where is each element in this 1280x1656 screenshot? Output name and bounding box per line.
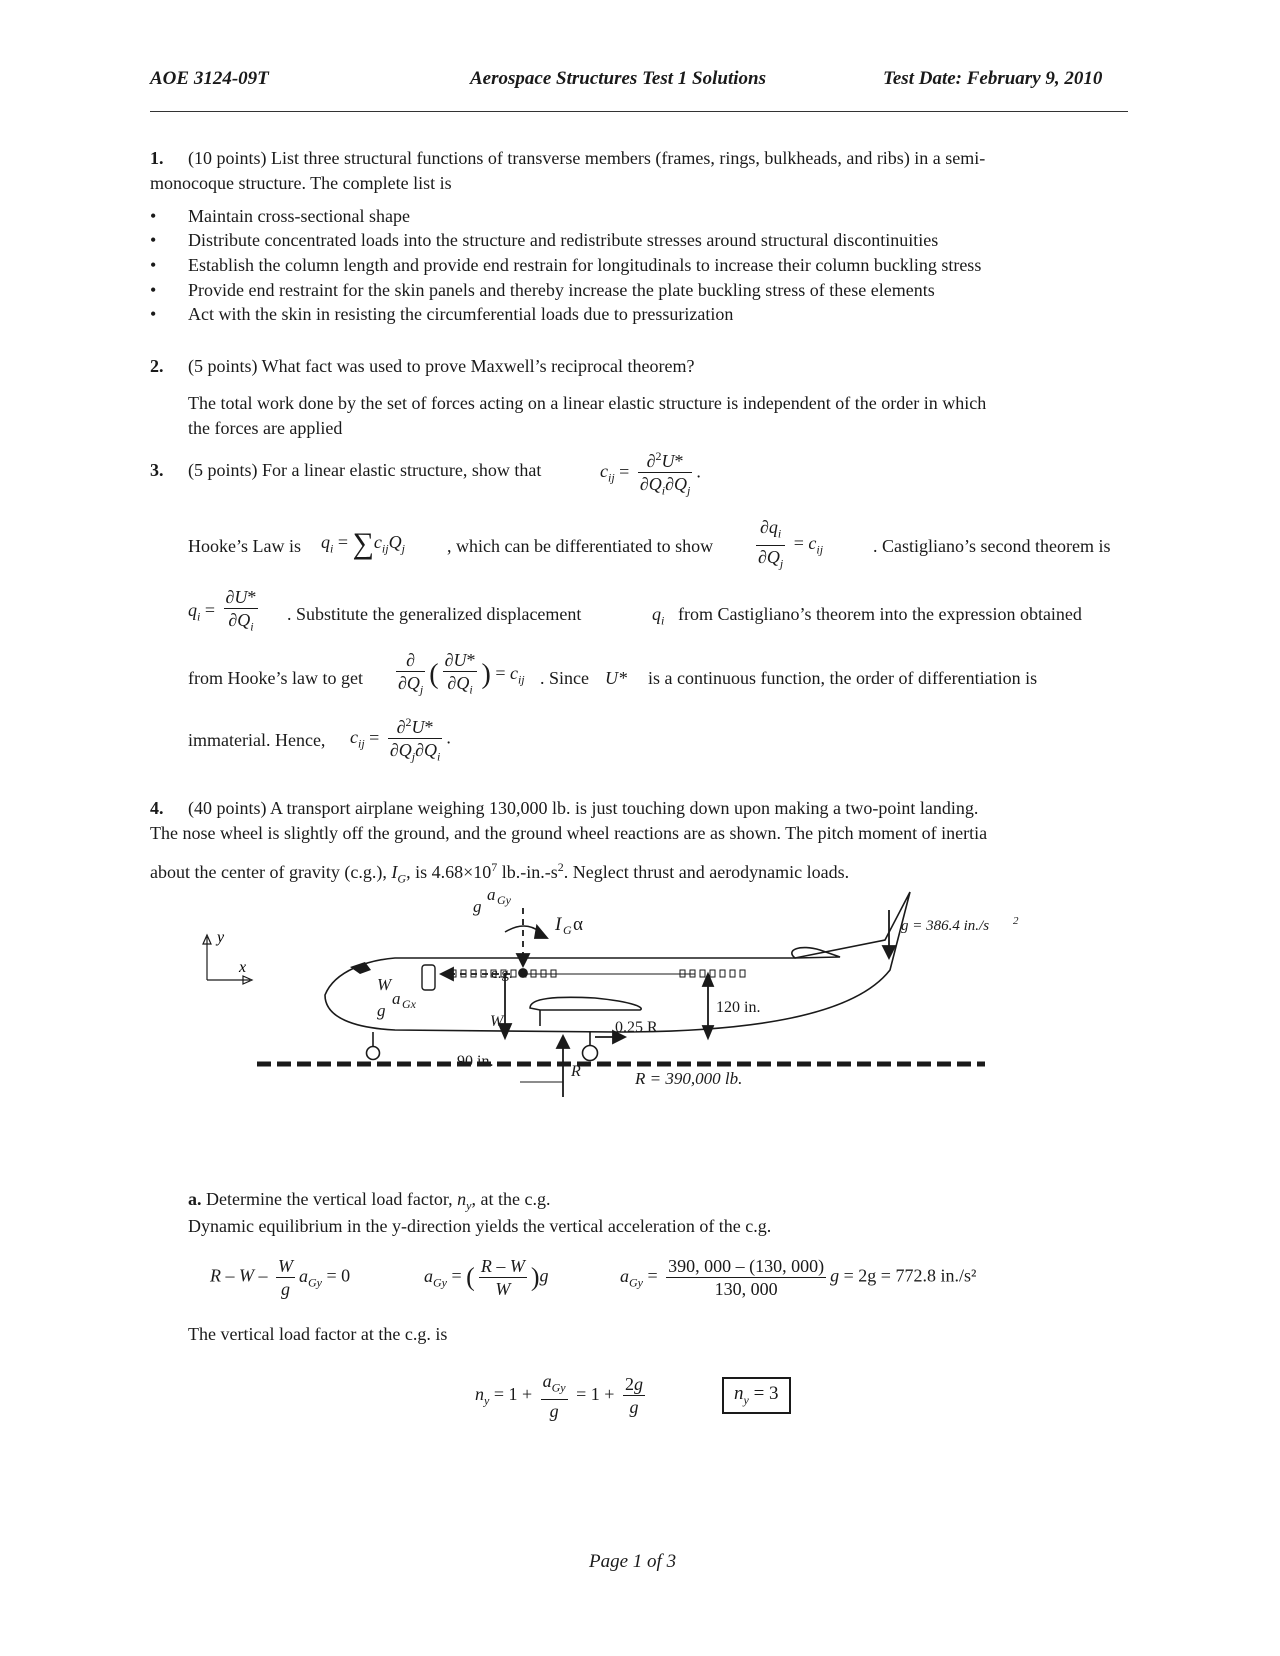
reaction-arrow-head [557, 1036, 569, 1048]
acceleration-eq: $a_{Gy}$ = ( $\frac{R - W}{W}$ )g [424, 1256, 549, 1299]
vertical-load-factor-text: The vertical load factor at the c.g. is [188, 1324, 448, 1344]
reaction-value-label: R = 390,000 lb. [635, 1069, 743, 1088]
q4-line3-a: about the center of gravity (c.g.), [150, 862, 387, 882]
header-title: Aerospace Structures Test 1 Solutions [470, 68, 766, 89]
q1-bullet-5: Act with the skin in resisting the circumferential loads due to pressurization [188, 304, 734, 324]
q4-line3-b: is [415, 862, 428, 882]
load-factor-eq: $n_y = 1$ + $\frac{a_{Gy}}{g}$ = 1 + $\frac{2g}{g}$ [475, 1371, 643, 1421]
q3-castigliano-eq: $q_i$ = $\frac{\partial U*}{\partial Q_i}$ [188, 587, 257, 634]
equilibrium-eq: R – W – $\frac{W}{g}$ $a_{Gy} = 0$ [210, 1256, 351, 1299]
q3-ustar-symbol: U* [605, 668, 627, 688]
q2-answer-line2: the forces are applied [188, 418, 343, 438]
height-label: 120 in. [716, 999, 761, 1016]
q3-target-eq: $c_{ij}$ = $\frac{\partial^2U*}{\partial Q_i\partial Q_j}$ . [600, 445, 701, 502]
weight-label: W [490, 1013, 504, 1030]
bullet-marker: • [150, 255, 157, 275]
q1-bullet-1: Maintain cross-sectional shape [188, 206, 410, 226]
q4-number: 4. [150, 798, 164, 818]
q3-continuous: is a continuous function, the order of differentiation is [648, 668, 1038, 688]
header-course: AOE 3124-09T [150, 68, 269, 89]
answer-box: $n_y = 3$ [722, 1377, 791, 1414]
svg-text:a: a [487, 890, 496, 904]
bullet-marker: • [150, 304, 157, 324]
q2-question: (5 points) What fact was used to prove Maxwell’s reciprocal theorem? [188, 356, 695, 376]
svg-text:W: W [377, 975, 392, 994]
q3-subst: . Substitute the generalized displacement [287, 604, 582, 624]
airplane-diagram [195, 890, 1025, 1150]
q3-qi-symbol: $q_i$ [652, 604, 665, 628]
axis-y-label: y [217, 929, 225, 946]
distance-label: 90 in. [457, 1053, 494, 1070]
answer-value: = 3 [753, 1383, 779, 1404]
q3-hooke-eq: $q_i = \sum c_{ij}Q_j$ [321, 527, 405, 560]
acceleration-denominator: 130, 000 [714, 1279, 778, 1299]
q1-line2: monocoque structure. The complete list is [150, 173, 452, 193]
reaction-label: R [571, 1063, 581, 1080]
inertia-label: I [555, 914, 562, 935]
svg-text:Gx: Gx [402, 997, 416, 1011]
q2-number: 2. [150, 356, 164, 376]
svg-text:Gy: Gy [497, 893, 511, 907]
header-date: Test Date: February 9, 2010 [883, 68, 1103, 89]
q3-hooke-prefix: Hooke’s Law is [188, 536, 301, 556]
axis-x-label: x [239, 959, 247, 976]
svg-text:a: a [392, 989, 401, 1008]
acceleration-result: = 2g = 772.8 in./s² [843, 1265, 977, 1286]
part-a-question-suffix: at the c.g. [480, 1189, 551, 1209]
q4-line3-c: 4.68×10 [431, 862, 492, 882]
q3-mixed-eq: $\frac{\partial}{\partial Q_j}$ ( $\frac{\partial U*}{\partial Q_i}$ ) = $c_{ij}$ [398, 650, 525, 697]
main-wheel [583, 1046, 598, 1061]
svg-text:g: g [473, 897, 482, 916]
gravity-label: g = 386.4 in./s [901, 918, 990, 934]
nose-wheel [367, 1047, 380, 1060]
q3-immaterial: immaterial. Hence, [188, 730, 326, 750]
q3-question: (5 points) For a linear elastic structure, show that [188, 460, 542, 480]
q3-derivative-eq: $\frac{\partial q_i}{\partial Q_j}$ = $c_{ij}$ [758, 517, 824, 571]
q1-bullet-3: Establish the column length and provide end restrain for longitudinals to increase their column buckling stress [188, 255, 982, 275]
svg-text:2: 2 [1013, 915, 1019, 927]
q3-since: . Since [540, 668, 589, 688]
page-number: Page 1 of 3 [589, 1551, 677, 1572]
cabin-door [422, 965, 435, 990]
answer-symbol: n [734, 1383, 744, 1404]
header-rule [150, 111, 1128, 112]
svg-text:α: α [573, 914, 583, 935]
q3-hooke-mid: , which can be differentiated to show [447, 536, 714, 556]
q3-from-prefix: from Hooke’s law to get [188, 668, 363, 688]
q4-line1: (40 points) A transport airplane weighing 130,000 lb. is just touching down upon making a two-point landing. [188, 798, 979, 818]
q4-line3: about the center of gravity (c.g.), $I_G$, is $4.68\times 10^7$ $lb.-in.-s^2$. Neglect thrust and aerodynamic loads. [150, 860, 850, 886]
q4-line3-e: . Neglect thrust and aerodynamic loads. [563, 862, 850, 882]
q2-answer-line1: The total work done by the set of forces acting on a linear elastic structure is independent of the order in which [188, 393, 987, 413]
acceleration-numeric-eq: $a_{Gy}$ = $\frac{390, 000 - (130, 000)}{130, 000}$ g = 2g = 772.8 in./s² [620, 1256, 977, 1299]
cockpit-window [350, 962, 371, 974]
wing [530, 997, 641, 1010]
part-a-question-text: Determine the vertical load factor, [206, 1189, 453, 1209]
cg-label: c.g. [491, 966, 513, 982]
part-a-question: a. Determine the vertical load factor, $n_y$, at the c.g. [188, 1189, 551, 1213]
cg-dot [519, 969, 527, 977]
svg-text:G: G [563, 923, 572, 937]
part-a-line: Dynamic equilibrium in the y-direction yields the vertical acceleration of the c.g. [188, 1216, 772, 1236]
q1-number: 1. [150, 148, 164, 168]
bullet-marker: • [150, 230, 157, 250]
q4-line2: The nose wheel is slightly off the ground, and the ground wheel reactions are as shown. The pitch moment of inertia [150, 823, 988, 843]
q4-line3-d: lb.-in.-s [497, 862, 558, 882]
q1-line1: (10 points) List three structural functions of transverse members (frames, rings, bulkheads, and ribs) in a semi- [188, 148, 986, 168]
q3-number: 3. [150, 460, 164, 480]
bullet-marker: • [150, 280, 157, 300]
acceleration-numerator: 390, 000 – (130, 000) [668, 1256, 825, 1276]
q1-bullet-4: Provide end restraint for the skin panels and thereby increase the plate buckling stress of these elements [188, 280, 935, 300]
bullet-marker: • [150, 206, 157, 226]
q3-result-eq: $c_{ij}$ = $\frac{\partial^2U*}{\partial Q_j\partial Q_i}$ . [350, 711, 451, 768]
svg-text:g: g [377, 1001, 386, 1020]
q1-bullet-2: Distribute concentrated loads into the structure and redistribute stresses around structural discontinuities [188, 230, 939, 250]
part-a-label: a. [188, 1189, 202, 1209]
q4-line3-exp: 7 [491, 860, 498, 874]
q3-hooke-suffix: . Castigliano’s second theorem is [873, 536, 1111, 556]
friction-label: 0.25 R [615, 1019, 658, 1036]
fuselage [325, 892, 910, 1032]
q3-subst-suffix: from Castigliano’s theorem into the expression obtained [678, 604, 1082, 624]
